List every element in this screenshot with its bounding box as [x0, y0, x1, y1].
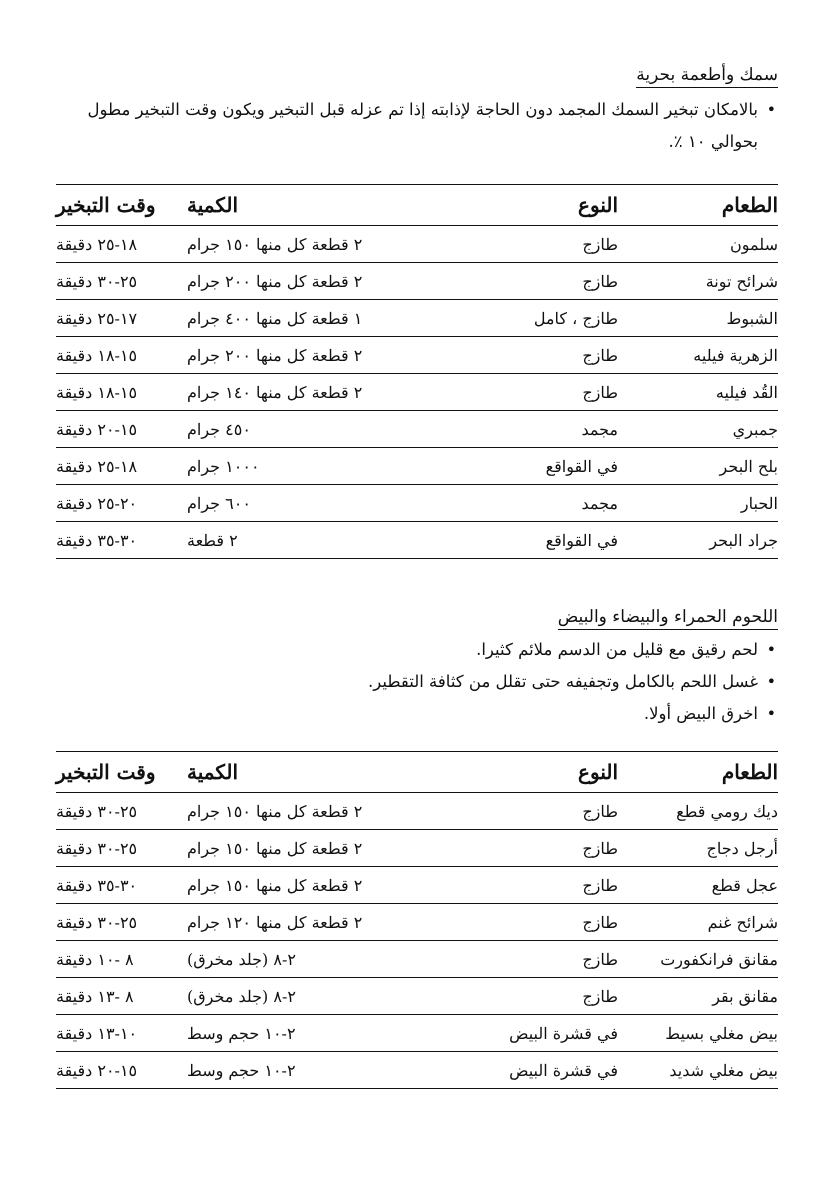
cell-food: بيض مغلي بسيط: [618, 1015, 778, 1052]
table-row: [56, 226, 778, 263]
header-food: الطعام: [618, 752, 778, 793]
table-row: [56, 830, 778, 867]
cell-steam-time: ٣٠-٣٥ دقيقة: [56, 867, 187, 904]
table-row: [56, 522, 778, 559]
cell-steam-time: ٢٥-٣٠ دقيقة: [56, 793, 187, 830]
meat-note-text: غسل اللحم بالكامل وتجفيفه حتى تقلل من كثافة التقطير.: [368, 672, 758, 691]
cell-quantity: ١٠٠٠ جرام: [187, 448, 448, 485]
table-row: [56, 1052, 778, 1089]
cell-steam-time: ١٥-١٨ دقيقة: [56, 337, 187, 374]
cell-type: طازج: [448, 867, 618, 904]
cell-food: بلح البحر: [618, 448, 778, 485]
table-row: [56, 867, 778, 904]
cell-quantity: ٢ قطعة كل منها ١٢٠ جرام: [187, 904, 448, 941]
cell-type: في القواقع: [448, 448, 618, 485]
meat-note-text: اخرق البيض أولا.: [643, 704, 758, 723]
cell-quantity: ٢-١٠ حجم وسط: [187, 1015, 448, 1052]
cell-type: في قشرة البيض: [448, 1015, 618, 1052]
cell-food: مقانق فرانكفورت: [618, 941, 778, 978]
table-header-row: [56, 185, 778, 226]
cell-quantity: ٦٠٠ جرام: [187, 485, 448, 522]
cell-food: مقانق بقر: [618, 978, 778, 1015]
bullet-dot: •: [766, 672, 776, 691]
section-title-fish: سمك وأطعمة بحرية: [636, 64, 778, 88]
cell-steam-time: ٨ -١٣ دقيقة: [56, 978, 187, 1015]
header-type: النوع: [448, 752, 618, 793]
cell-food: القُد فيليه: [618, 374, 778, 411]
cell-quantity: ٤٥٠ جرام: [187, 411, 448, 448]
cell-quantity: ٢ قطعة كل منها ١٥٠ جرام: [187, 793, 448, 830]
cell-food: شرائح غنم: [618, 904, 778, 941]
section-title-meat: اللحوم الحمراء والبيضاء والبيض: [558, 606, 778, 630]
header-quantity: الكمية: [187, 752, 448, 793]
meat-note-item: [56, 698, 778, 730]
header-steam-time: وقت التبخير: [56, 752, 187, 793]
cell-steam-time: ٢٥-٣٠ دقيقة: [56, 904, 187, 941]
cell-food: ديك رومي قطع: [618, 793, 778, 830]
header-steam-time: وقت التبخير: [56, 185, 187, 226]
meat-steaming-table: [56, 751, 778, 1089]
meat-note-item: [56, 634, 778, 666]
cell-quantity: ٢ قطعة كل منها ١٥٠ جرام: [187, 226, 448, 263]
cell-type: طازج: [448, 978, 618, 1015]
table-header-row: [56, 752, 778, 793]
cell-type: طازج: [448, 337, 618, 374]
cell-steam-time: ١٠-١٣ دقيقة: [56, 1015, 187, 1052]
cell-quantity: ٢ قطعة كل منها ١٤٠ جرام: [187, 374, 448, 411]
fish-notes: [56, 94, 778, 158]
table-row: [56, 1015, 778, 1052]
header-quantity: الكمية: [187, 185, 448, 226]
cell-type: طازج: [448, 374, 618, 411]
cell-type: طازج: [448, 793, 618, 830]
cell-steam-time: ٢٥-٣٠ دقيقة: [56, 263, 187, 300]
cell-food: شرائح تونة: [618, 263, 778, 300]
cell-type: مجمد: [448, 411, 618, 448]
cell-type: في قشرة البيض: [448, 1052, 618, 1089]
table-row: [56, 448, 778, 485]
header-type: النوع: [448, 185, 618, 226]
cell-steam-time: ١٨-٢٥ دقيقة: [56, 226, 187, 263]
cell-type: طازج ، كامل: [448, 300, 618, 337]
table-row: [56, 485, 778, 522]
cell-quantity: ٢-١٠ حجم وسط: [187, 1052, 448, 1089]
table-row: [56, 793, 778, 830]
fish-note-text: بالامكان تبخير السمك المجمد دون الحاجة لإذابته إذا تم عزله قبل التبخير ويكون وقت التبخير مطول بحوالي ١٠ ٪.: [87, 100, 758, 151]
cell-quantity: ٢ قطعة كل منها ١٥٠ جرام: [187, 867, 448, 904]
fish-note-item: [56, 94, 778, 158]
cell-type: في القواقع: [448, 522, 618, 559]
cell-type: طازج: [448, 226, 618, 263]
cell-food: بيض مغلي شديد: [618, 1052, 778, 1089]
cell-food: عجل قطع: [618, 867, 778, 904]
cell-quantity: ٢-٨ (جلد مخرق): [187, 978, 448, 1015]
cell-quantity: ١ قطعة كل منها ٤٠٠ جرام: [187, 300, 448, 337]
table-row: [56, 300, 778, 337]
meat-note-item: [56, 666, 778, 698]
cell-type: مجمد: [448, 485, 618, 522]
cell-food: جراد البحر: [618, 522, 778, 559]
table-row: [56, 411, 778, 448]
cell-quantity: ٢ قطعة كل منها ٢٠٠ جرام: [187, 263, 448, 300]
bullet-dot: •: [766, 100, 776, 119]
table-row: [56, 337, 778, 374]
table-row: [56, 374, 778, 411]
cell-food: الزهرية فيليه: [618, 337, 778, 374]
meat-note-text: لحم رقيق مع قليل من الدسم ملائم كثيرا.: [476, 640, 758, 659]
bullet-dot: •: [766, 704, 776, 723]
cell-steam-time: ٢٠-٢٥ دقيقة: [56, 485, 187, 522]
cell-type: طازج: [448, 904, 618, 941]
cell-steam-time: ١٨-٢٥ دقيقة: [56, 448, 187, 485]
cell-steam-time: ١٥-١٨ دقيقة: [56, 374, 187, 411]
bullet-dot: •: [766, 640, 776, 659]
cell-food: سلمون: [618, 226, 778, 263]
cell-steam-time: ١٥-٢٠ دقيقة: [56, 1052, 187, 1089]
cell-food: الحبار: [618, 485, 778, 522]
fish-steaming-table: [56, 184, 778, 559]
header-food: الطعام: [618, 185, 778, 226]
cell-food: الشبوط: [618, 300, 778, 337]
cell-quantity: ٢ قطعة: [187, 522, 448, 559]
cell-quantity: ٢ قطعة كل منها ٢٠٠ جرام: [187, 337, 448, 374]
cell-steam-time: ٨ -١٠ دقيقة: [56, 941, 187, 978]
cell-steam-time: ٢٥-٣٠ دقيقة: [56, 830, 187, 867]
cell-food: أرجل دجاج: [618, 830, 778, 867]
table-row: [56, 941, 778, 978]
document-page: [56, 0, 778, 1192]
table-row: [56, 263, 778, 300]
cell-steam-time: ٣٠-٣٥ دقيقة: [56, 522, 187, 559]
cell-quantity: ٢-٨ (جلد مخرق): [187, 941, 448, 978]
cell-type: طازج: [448, 263, 618, 300]
cell-food: جمبري: [618, 411, 778, 448]
meat-notes: [56, 634, 778, 730]
cell-steam-time: ١٧-٢٥ دقيقة: [56, 300, 187, 337]
table-row: [56, 978, 778, 1015]
cell-quantity: ٢ قطعة كل منها ١٥٠ جرام: [187, 830, 448, 867]
cell-type: طازج: [448, 941, 618, 978]
cell-steam-time: ١٥-٢٠ دقيقة: [56, 411, 187, 448]
cell-type: طازج: [448, 830, 618, 867]
table-row: [56, 904, 778, 941]
